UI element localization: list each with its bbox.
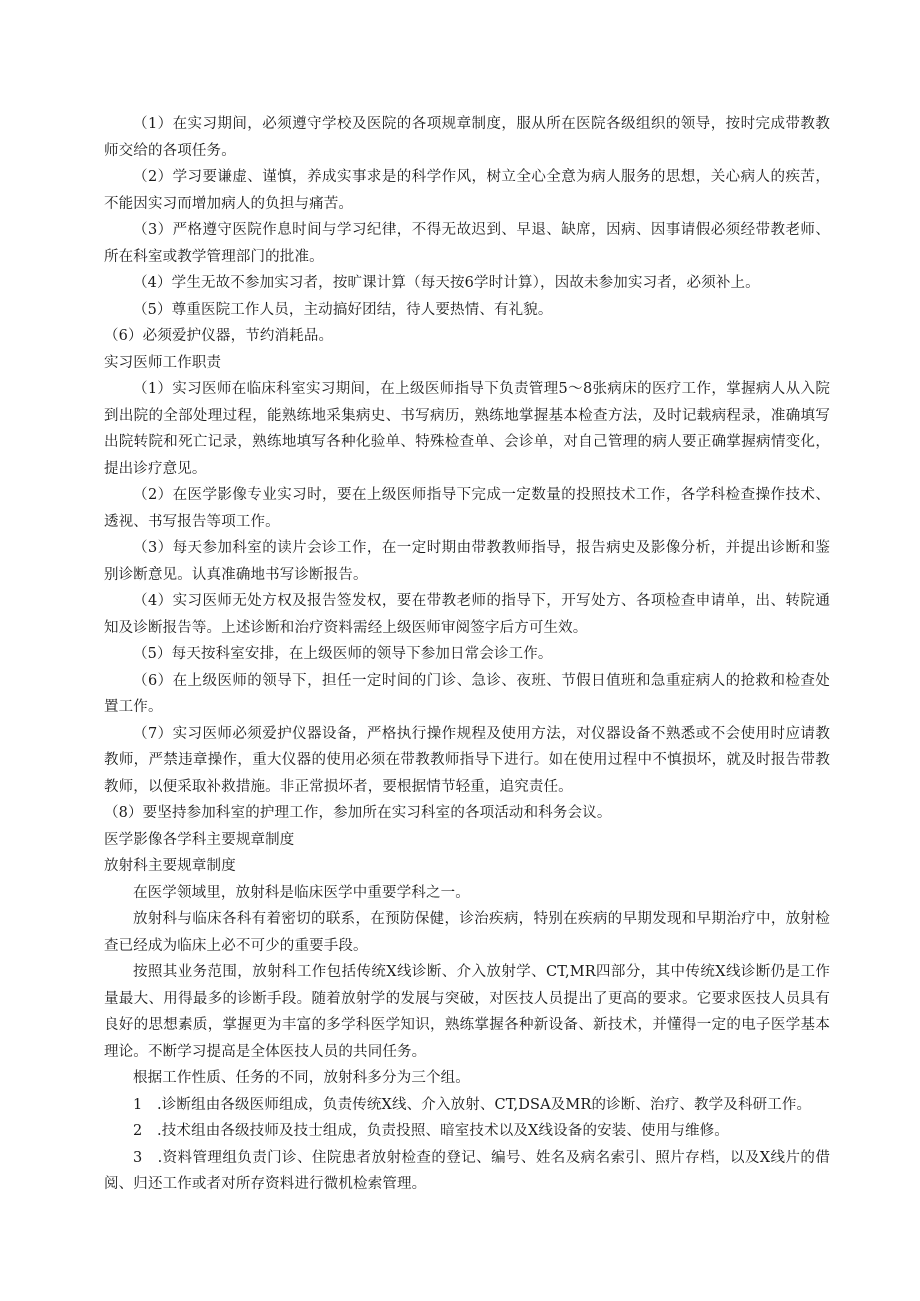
section-heading-imaging-rules: 医学影像各学科主要规章制度 xyxy=(104,831,295,848)
paragraph-radiology-groups: 根据工作性质、任务的不同，放射科多分为三个组。 xyxy=(133,1070,470,1086)
paragraph-group-diagnosis: 1 .诊断组由各级医师组成，负责传统X线、介入放射、CT,DSA及MR的诊断、治疗、教学及科研工作。 xyxy=(133,1096,812,1113)
document-page xyxy=(104,111,830,1198)
section-heading-radiology-rules: 放射科主要规章制度 xyxy=(104,858,236,874)
paragraph-duty-1: （1）实习医师在临床科室实习期间，在上级医师指导下负责管理5～8张病床的医疗工作，掌握病人从入院到出院的全部处理过程，能熟练地采集病史、书写病历，熟练地掌握基本检查方法，及时记载病程录，准确填写出院转院和死亡记录，熟练地填写各种化验单、特殊检查单、会诊单，对自己管理的病人要正确掌握病情变化，提出诊疗意见。 xyxy=(104,381,830,477)
paragraph-duty-4: （4）实习医师无处方权及报告签发权，要在带教老师的指导下，开写处方、各项检查申请单，出、转院通知及诊断报告等。上述诊断和治疗资料需经上级医师审阅签字后方可生效。 xyxy=(104,593,830,636)
paragraph-duty-6: （6）在上级医师的领导下，担任一定时间的门诊、急诊、夜班、节假日值班和急重症病人的抢救和检查处置工作。 xyxy=(104,672,830,715)
paragraph-radiology-intro: 在医学领域里，放射科是临床医学中重要学科之一。 xyxy=(133,884,470,901)
paragraph-duty-3: （3）每天参加科室的读片会诊工作，在一定时期由带教教师指导，报告病史及影像分析，并提出诊断和鉴别诊断意见。认真准确地书写诊断报告。 xyxy=(104,540,830,583)
section-heading-intern-duties: 实习医师工作职责 xyxy=(104,354,222,371)
paragraph-duty-7: （7）实习医师必须爱护仪器设备，严格执行操作规程及使用方法，对仪器设备不熟悉或不会使用时应请教教师，严禁违章操作，重大仪器的使用必须在带教教师指导下进行。如在使用过程中不慎损坏，就及时报告带教教师，以便采取补救措施。非正常损坏者，要根据情节轻重，追究责任。 xyxy=(104,725,830,795)
paragraph-duty-8: （8）要坚持参加科室的护理工作，参加所在实习科室的各项活动和科务会议。 xyxy=(104,805,612,821)
paragraph-group-records: 3 .资料管理组负责门诊、住院患者放射检查的登记、编号、姓名及病名索引、照片存档，以及X线片的借阅、归还工作或者对所存资料进行微机检索管理。 xyxy=(104,1149,830,1192)
paragraph-rule-5: （5）尊重医院工作人员，主动搞好团结，待人要热情、有礼貌。 xyxy=(133,301,553,318)
paragraph-rule-1: （1）在实习期间，必须遵守学校及医院的各项规章制度，服从所在医院各级组织的领导，按时完成带教教师交给的各项任务。 xyxy=(104,116,830,159)
paragraph-rule-4: （4）学生无故不参加实习者，按旷课计算（每天按6学时计算），因故未参加实习者，必须补上。 xyxy=(133,275,760,291)
paragraph-radiology-relations: 放射科与临床各科有着密切的联系，在预防保健，诊治疾病，特别在疾病的早期发现和早期治疗中，放射检查已经成为临床上必不可少的重要手段。 xyxy=(104,911,830,954)
paragraph-rule-3: （3）严格遵守医院作息时间与学习纪律，不得无故迟到、早退、缺席，因病、因事请假必须经带教老师、所在科室或教学管理部门的批准。 xyxy=(104,222,830,265)
paragraph-group-technical: 2 .技术组由各级技师及技士组成，负责投照、暗室技术以及X线设备的安装、使用与维修。 xyxy=(133,1123,729,1139)
paragraph-duty-2: （2）在医学影像专业实习时，要在上级医师指导下完成一定数量的投照技术工作，各学科检查操作技术、透视、书写报告等项工作。 xyxy=(104,487,830,530)
paragraph-rule-6: （6）必须爱护仪器，节约消耗品。 xyxy=(104,328,334,344)
paragraph-rule-2: （2）学习要谦虚、谨慎，养成实事求是的科学作风，树立全心全意为病人服务的思想，关心病人的疾苦，不能因实习而增加病人的负担与痛苦。 xyxy=(104,169,830,212)
paragraph-radiology-scope: 按照其业务范围，放射科工作包括传统X线诊断、介入放射学、CT,MR四部分，其中传统X线诊断仍是工作量最大、用得最多的诊断手段。随着放射学的发展与突破，对医技人员提出了更高的要求。它要求医技人员具有良好的思想素质，掌握更为丰富的多学科医学知识，熟练掌握各种新设备、新技术，并懂得一定的电子医学基本理论。不断学习提高是全体医技人员的共同任务。 xyxy=(104,964,830,1060)
paragraph-duty-5: （5）每天按科室安排，在上级医师的领导下参加日常会诊工作。 xyxy=(133,646,553,662)
